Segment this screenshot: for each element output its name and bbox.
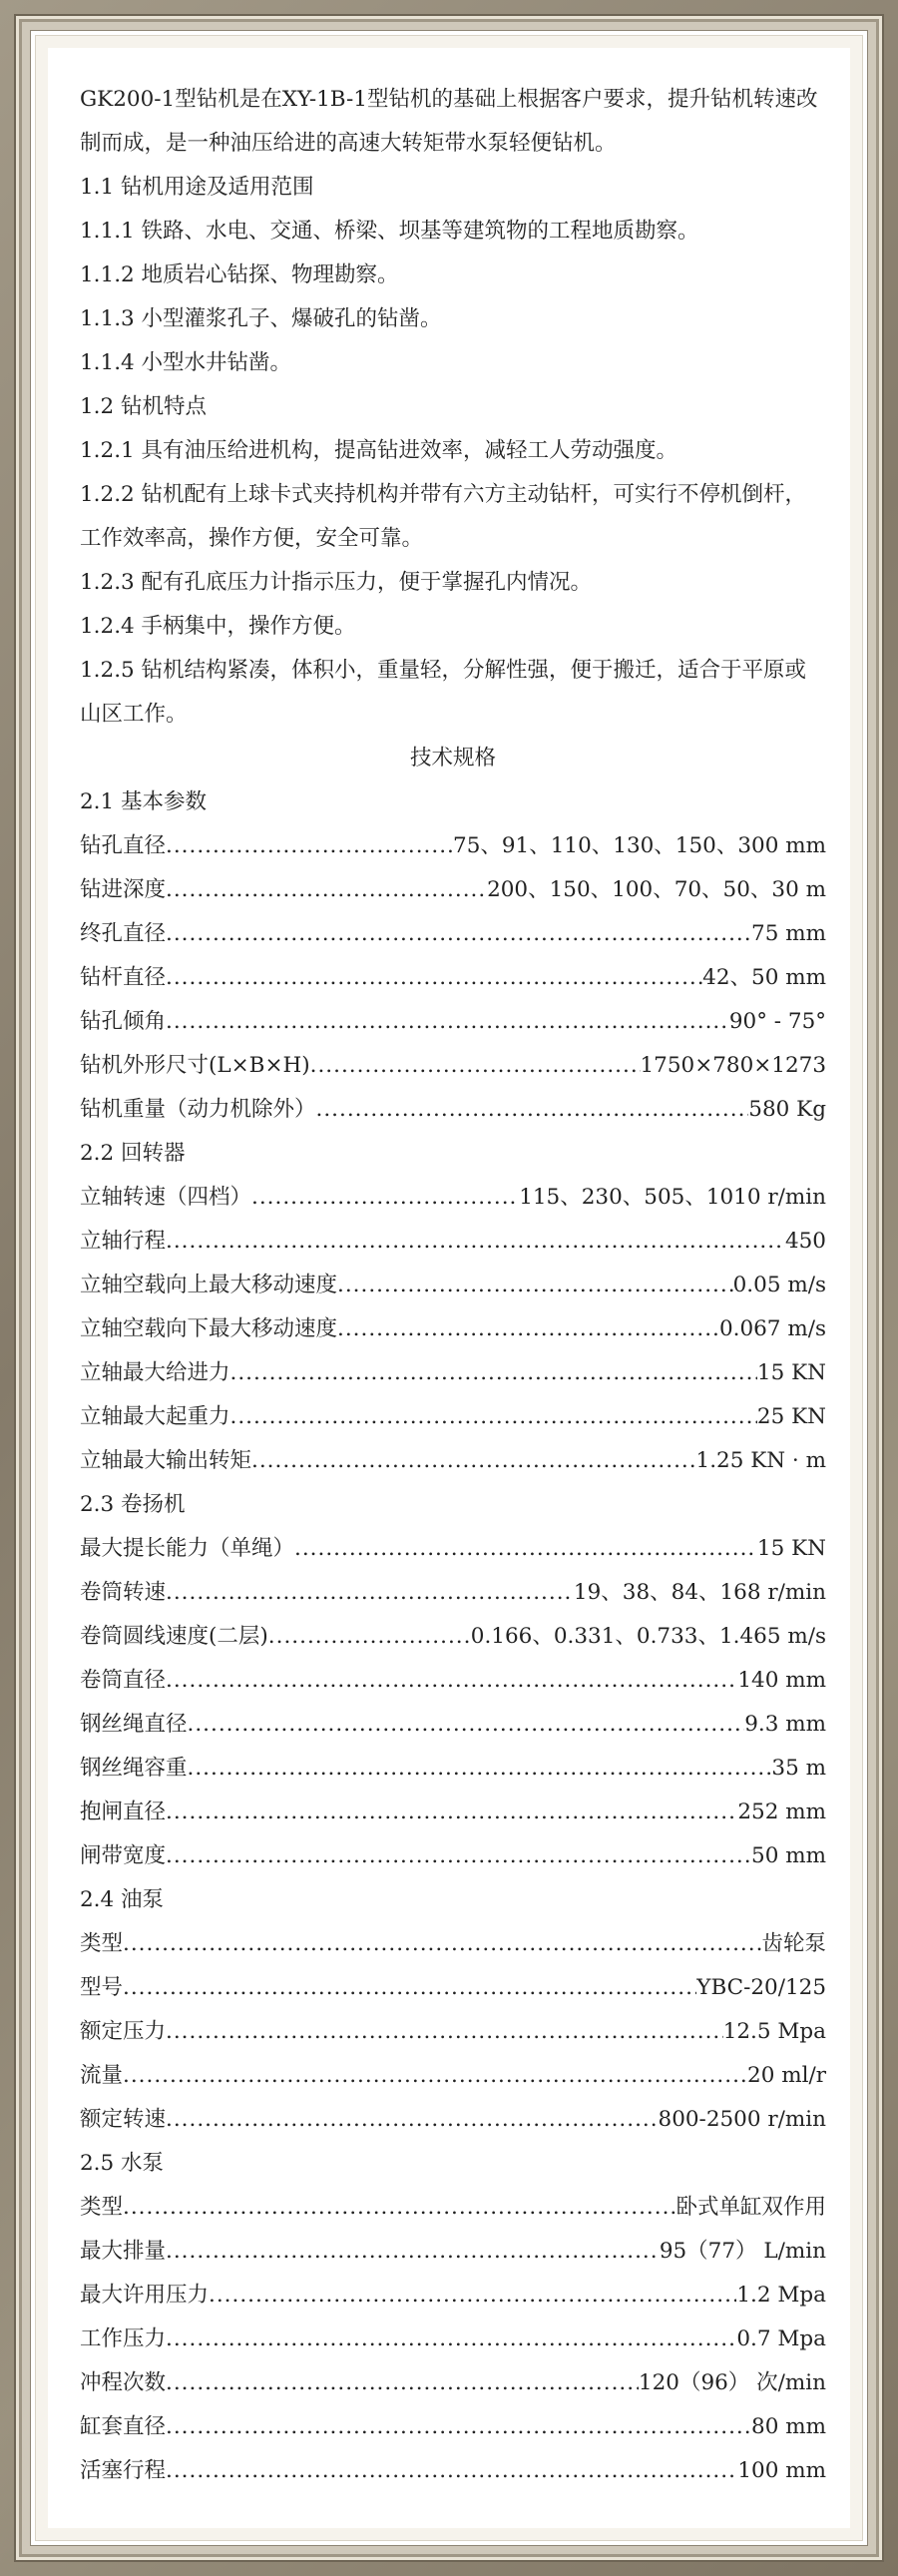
dot-leader: [166, 2449, 737, 2493]
spec-label: 工作压力: [80, 2326, 167, 2351]
dot-leader: [123, 1922, 761, 1966]
spec-row: [80, 2098, 826, 2142]
spec-row: [80, 1615, 826, 1659]
list-item: 1.2.2 钻机配有上球卡式夹持机构并带有六方主动钻杆，可实行不停机倒杆，工作效率高，操作方便，安全可靠。: [80, 482, 807, 551]
spec-value: 100 mm: [737, 2458, 826, 2483]
spec-row: [80, 2405, 826, 2449]
spec-group-heading: 2.1 基本参数: [80, 789, 208, 814]
spec-row: [80, 912, 826, 956]
spec-value: 450: [784, 1229, 826, 1254]
spec-label: 型号: [80, 1975, 124, 2000]
spec-label: 抱闸直径: [80, 1800, 167, 1824]
spec-row: [80, 1791, 826, 1834]
dot-leader: [268, 1615, 471, 1659]
spec-value: 1.25 KN · m: [695, 1448, 826, 1473]
spec-value: 800-2500 r/min: [658, 2107, 826, 2132]
spec-value: 35 m: [771, 1756, 826, 1781]
spec-label: 冲程次数: [80, 2370, 167, 2395]
spec-group-heading: 2.5 水泵: [80, 2151, 165, 2176]
spec-row: [80, 2274, 826, 2318]
spec-row: [80, 1439, 826, 1483]
spec-row: [80, 1351, 826, 1395]
list-item: 1.1.4 小型水井钻凿。: [80, 350, 292, 375]
list-item: 1.1.1 铁路、水电、交通、桥梁、坝基等建筑物的工程地质勘察。: [80, 219, 699, 244]
spec-value: YBC-20/125: [696, 1975, 826, 2000]
spec-title: 技术规格: [409, 746, 496, 771]
list-item: 1.2.4 手柄集中，操作方便。: [80, 614, 356, 639]
spec-label: 最大排量: [80, 2239, 167, 2264]
spec-value: 140 mm: [737, 1668, 826, 1693]
spec-label: 立轴空载向下最大移动速度: [80, 1316, 338, 1341]
spec-label: 额定压力: [80, 2019, 167, 2044]
dot-leader: [166, 2010, 723, 2054]
spec-label: 闸带宽度: [80, 1843, 167, 1868]
spec-row: [80, 1264, 826, 1307]
spec-value: 42、50 mm: [702, 965, 826, 990]
dot-leader: [337, 1264, 733, 1307]
intro-paragraph: GK200-1型钻机是在XY-1B-1型钻机的基础上根据客户要求，提升钻机转速改制而成，是一种油压给进的高速大转矩带水泵轻便钻机。: [80, 87, 818, 156]
spec-value: 580 Kg: [748, 1097, 826, 1122]
dot-leader: [166, 824, 453, 868]
spec-row: [80, 1044, 826, 1088]
spec-value: 19、38、84、168 r/min: [573, 1580, 826, 1605]
spec-value: 15 KN: [756, 1536, 826, 1561]
spec-label: 立轴转速（四档）: [80, 1185, 252, 1210]
spec-row: [80, 1220, 826, 1264]
spec-row: [80, 2054, 826, 2098]
list-item: 1.2.1 具有油压给进机构，提高钻进效率，减轻工人劳动强度。: [80, 438, 678, 463]
dot-leader: [166, 956, 702, 1000]
spec-row: [80, 868, 826, 912]
spec-row: [80, 2186, 826, 2230]
spec-value: 80 mm: [751, 2414, 826, 2439]
spec-value: 115、230、505、1010 r/min: [519, 1185, 826, 1210]
dot-leader: [251, 1176, 519, 1220]
spec-label: 流量: [80, 2063, 124, 2088]
spec-row: [80, 2318, 826, 2361]
spec-row: [80, 956, 826, 1000]
dot-leader: [209, 2274, 736, 2318]
spec-label: 最大提长能力（单绳）: [80, 1536, 295, 1561]
spec-value: 0.7 Mpa: [736, 2326, 826, 2351]
dot-leader: [316, 1088, 749, 1132]
spec-label: 缸套直径: [80, 2414, 167, 2439]
spec-label: 钻机重量（动力机除外）: [80, 1097, 316, 1122]
spec-label: 额定转速: [80, 2107, 167, 2132]
dot-leader: [166, 912, 751, 956]
list-item: 1.2.5 钻机结构紧凑，体积小，重量轻，分解性强，便于搬迁，适合于平原或山区工作。: [80, 658, 807, 727]
spec-value: 齿轮泵: [761, 1931, 826, 1956]
spec-row: [80, 1088, 826, 1132]
spec-value: 卧式单缸双作用: [675, 2195, 826, 2220]
spec-label: 最大许用压力: [80, 2283, 210, 2308]
dot-leader: [294, 1527, 757, 1571]
spec-value: 50 mm: [751, 1843, 826, 1868]
spec-label: 立轴空载向上最大移动速度: [80, 1273, 338, 1297]
spec-label: 立轴最大输出转矩: [80, 1448, 252, 1473]
spec-label: 钢丝绳直径: [80, 1712, 188, 1737]
dot-leader: [230, 1395, 757, 1439]
spec-row: [80, 2449, 826, 2493]
spec-label: 立轴最大起重力: [80, 1404, 230, 1429]
spec-value: 200、150、100、70、50、30 m: [487, 877, 826, 902]
spec-group-heading: 2.3 卷扬机: [80, 1492, 186, 1517]
spec-value: 120（96） 次/min: [638, 2370, 826, 2395]
spec-row: [80, 1922, 826, 1966]
dot-leader: [230, 1351, 757, 1395]
spec-value: 1750×780×1273: [640, 1053, 826, 1078]
dot-leader: [166, 1571, 574, 1615]
spec-value: 90° - 75°: [728, 1009, 826, 1034]
spec-label: 类型: [80, 2195, 124, 2220]
spec-value: 1.2 Mpa: [736, 2283, 826, 2308]
spec-value: 252 mm: [737, 1800, 826, 1824]
spec-label: 卷筒圆线速度(二层): [80, 1624, 268, 1649]
spec-row: [80, 1176, 826, 1220]
spec-row: [80, 824, 826, 868]
spec-value: 25 KN: [756, 1404, 826, 1429]
spec-row: [80, 1000, 826, 1044]
dot-leader: [123, 2054, 747, 2098]
spec-value: 9.3 mm: [744, 1712, 826, 1737]
list-item: 1.1.2 地质岩心钻探、物理勘察。: [80, 262, 399, 287]
spec-row: [80, 1966, 826, 2010]
spec-label: 钻孔倾角: [80, 1009, 167, 1034]
dot-leader: [166, 1791, 737, 1834]
dot-leader: [123, 1966, 696, 2010]
spec-group-heading: 2.4 油泵: [80, 1887, 165, 1912]
spec-label: 钻机外形尺寸(L×B×H): [80, 1053, 310, 1078]
spec-row: [80, 1527, 826, 1571]
dot-leader: [166, 2318, 736, 2361]
dot-leader: [188, 1703, 745, 1747]
spec-value: 15 KN: [756, 1360, 826, 1385]
spec-value: 75、91、110、130、150、300 mm: [453, 833, 826, 858]
spec-row: [80, 1395, 826, 1439]
spec-row: [80, 1834, 826, 1878]
dot-leader: [166, 2098, 659, 2142]
spec-label: 钢丝绳容重: [80, 1756, 188, 1781]
spec-row: [80, 1307, 826, 1351]
spec-row: [80, 1571, 826, 1615]
spec-value: 20 ml/r: [747, 2063, 826, 2088]
dot-leader: [188, 1747, 772, 1791]
dot-leader: [166, 868, 487, 912]
spec-row: [80, 1659, 826, 1703]
spec-value: 0.067 m/s: [718, 1316, 826, 1341]
spec-label: 钻杆直径: [80, 965, 167, 990]
spec-value: 95（77） L/min: [659, 2239, 826, 2264]
spec-row: [80, 2230, 826, 2274]
section-heading: 1.1 钻机用途及适用范围: [80, 175, 314, 200]
spec-value: 12.5 Mpa: [722, 2019, 826, 2044]
document-body: [48, 48, 850, 2528]
dot-leader: [166, 1000, 729, 1044]
dot-leader: [166, 2361, 639, 2405]
dot-leader: [166, 1659, 737, 1703]
spec-row: [80, 1703, 826, 1747]
spec-groups: [80, 780, 826, 2493]
spec-label: 卷筒直径: [80, 1668, 167, 1693]
dot-leader: [166, 1220, 785, 1264]
spec-row: [80, 2361, 826, 2405]
list-item: 1.1.3 小型灌浆孔子、爆破孔的钻凿。: [80, 306, 442, 331]
spec-label: 终孔直径: [80, 921, 167, 946]
list-item: 1.2.3 配有孔底压力计指示压力，便于掌握孔内情况。: [80, 570, 593, 595]
spec-group-heading: 2.2 回转器: [80, 1141, 186, 1166]
section-heading: 1.2 钻机特点: [80, 394, 208, 419]
spec-row: [80, 1747, 826, 1791]
spec-label: 立轴行程: [80, 1229, 167, 1254]
spec-label: 类型: [80, 1931, 124, 1956]
dot-leader: [166, 2405, 751, 2449]
dot-leader: [310, 1044, 641, 1088]
dot-leader: [337, 1307, 719, 1351]
spec-label: 立轴最大给进力: [80, 1360, 230, 1385]
spec-value: 0.166、0.331、0.733、1.465 m/s: [470, 1624, 826, 1649]
dot-leader: [166, 2230, 660, 2274]
dot-leader: [166, 1834, 751, 1878]
dot-leader: [251, 1439, 696, 1483]
spec-label: 卷筒转速: [80, 1580, 167, 1605]
spec-value: 75 mm: [751, 921, 826, 946]
spec-label: 钻进深度: [80, 877, 167, 902]
spec-label: 活塞行程: [80, 2458, 167, 2483]
spec-row: [80, 2010, 826, 2054]
dot-leader: [123, 2186, 675, 2230]
spec-label: 钻孔直径: [80, 833, 167, 858]
spec-value: 0.05 m/s: [732, 1273, 826, 1297]
